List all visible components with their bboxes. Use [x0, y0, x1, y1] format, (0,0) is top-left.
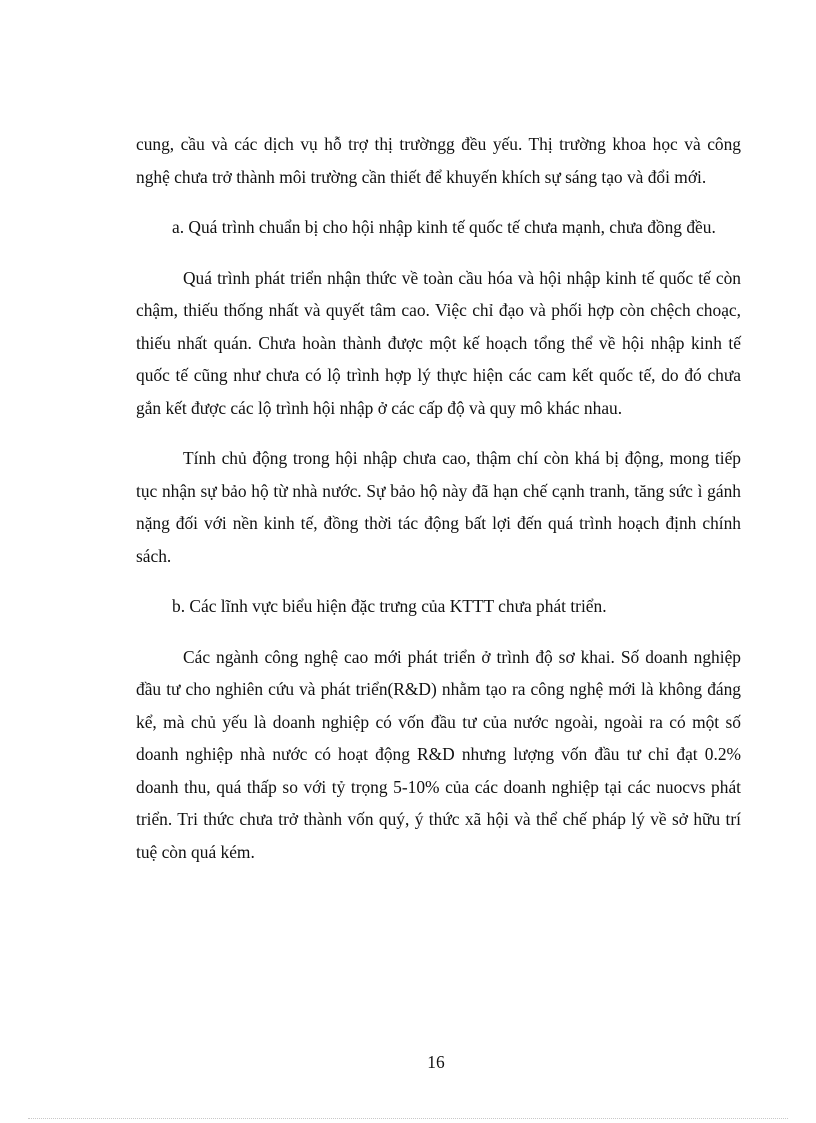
paragraph-awareness: Quá trình phát triển nhận thức về toàn cầu hóa và hội nhập kinh tế quốc tế còn chậm, thiếu thống nhất và quyết tâm cao. Việc chỉ đạo và phối hợp còn chệch choạc, thiếu nhất quán. Chưa hoàn thành được một kế hoạch tổng thể về hội nhập kinh tế quốc tế cũng như chưa có lộ trình hợp lý thực hiện các cam kết quốc tế, do đó chưa gắn kết được các lộ trình hội nhập ở các cấp độ và quy mô khác nhau.: [136, 267, 741, 418]
paragraph-initiative: Tính chủ động trong hội nhập chưa cao, thậm chí còn khá bị động, mong tiếp tục nhận sự bảo hộ từ nhà nước. Sự bảo hộ này đã hạn chế cạnh tranh, tăng sức ì gánh nặng đối với nền kinh tế, đồng thời tác động bất lợi đến quá trình hoạch định chính sách.: [136, 448, 741, 566]
body-text: [136, 128, 741, 886]
paragraph-continuation: cung, cầu và các dịch vụ hỗ trợ thị trườngg đều yếu. Thị trường khoa học và công nghệ chưa trở thành môi trường cần thiết để khuyến khích sự sáng tạo và đổi mới.: [136, 134, 741, 187]
page-number: 16: [427, 1052, 445, 1072]
paragraph-high-tech: Các ngành công nghệ cao mới phát triển ở trình độ sơ khai. Số doanh nghiệp đầu tư cho nghiên cứu và phát triển(R&D) nhằm tạo ra công nghệ mới là không đáng kể, mà chủ yếu là doanh nghiệp có vốn đầu tư của nước ngoài, ngoài ra có một số doanh nghiệp nhà nước có hoạt động R&D nhưng lượng vốn đầu tư chỉ đạt 0.2% doanh thu, quá thấp so với tỷ trọng 5-10% của các doanh nghiệp tại các nuocvs phát triển. Tri thức chưa trở thành vốn quý, ý thức xã hội và thể chế pháp lý về sở hữu trí tuệ còn quá kém.: [136, 646, 741, 862]
subheading-a: a. Quá trình chuẩn bị cho hội nhập kinh tế quốc tế chưa mạnh, chưa đồng đều.: [172, 217, 716, 237]
subheading-b: b. Các lĩnh vực biểu hiện đặc trưng của KTTT chưa phát triển.: [172, 596, 607, 616]
page-bottom-divider: [28, 1118, 788, 1119]
